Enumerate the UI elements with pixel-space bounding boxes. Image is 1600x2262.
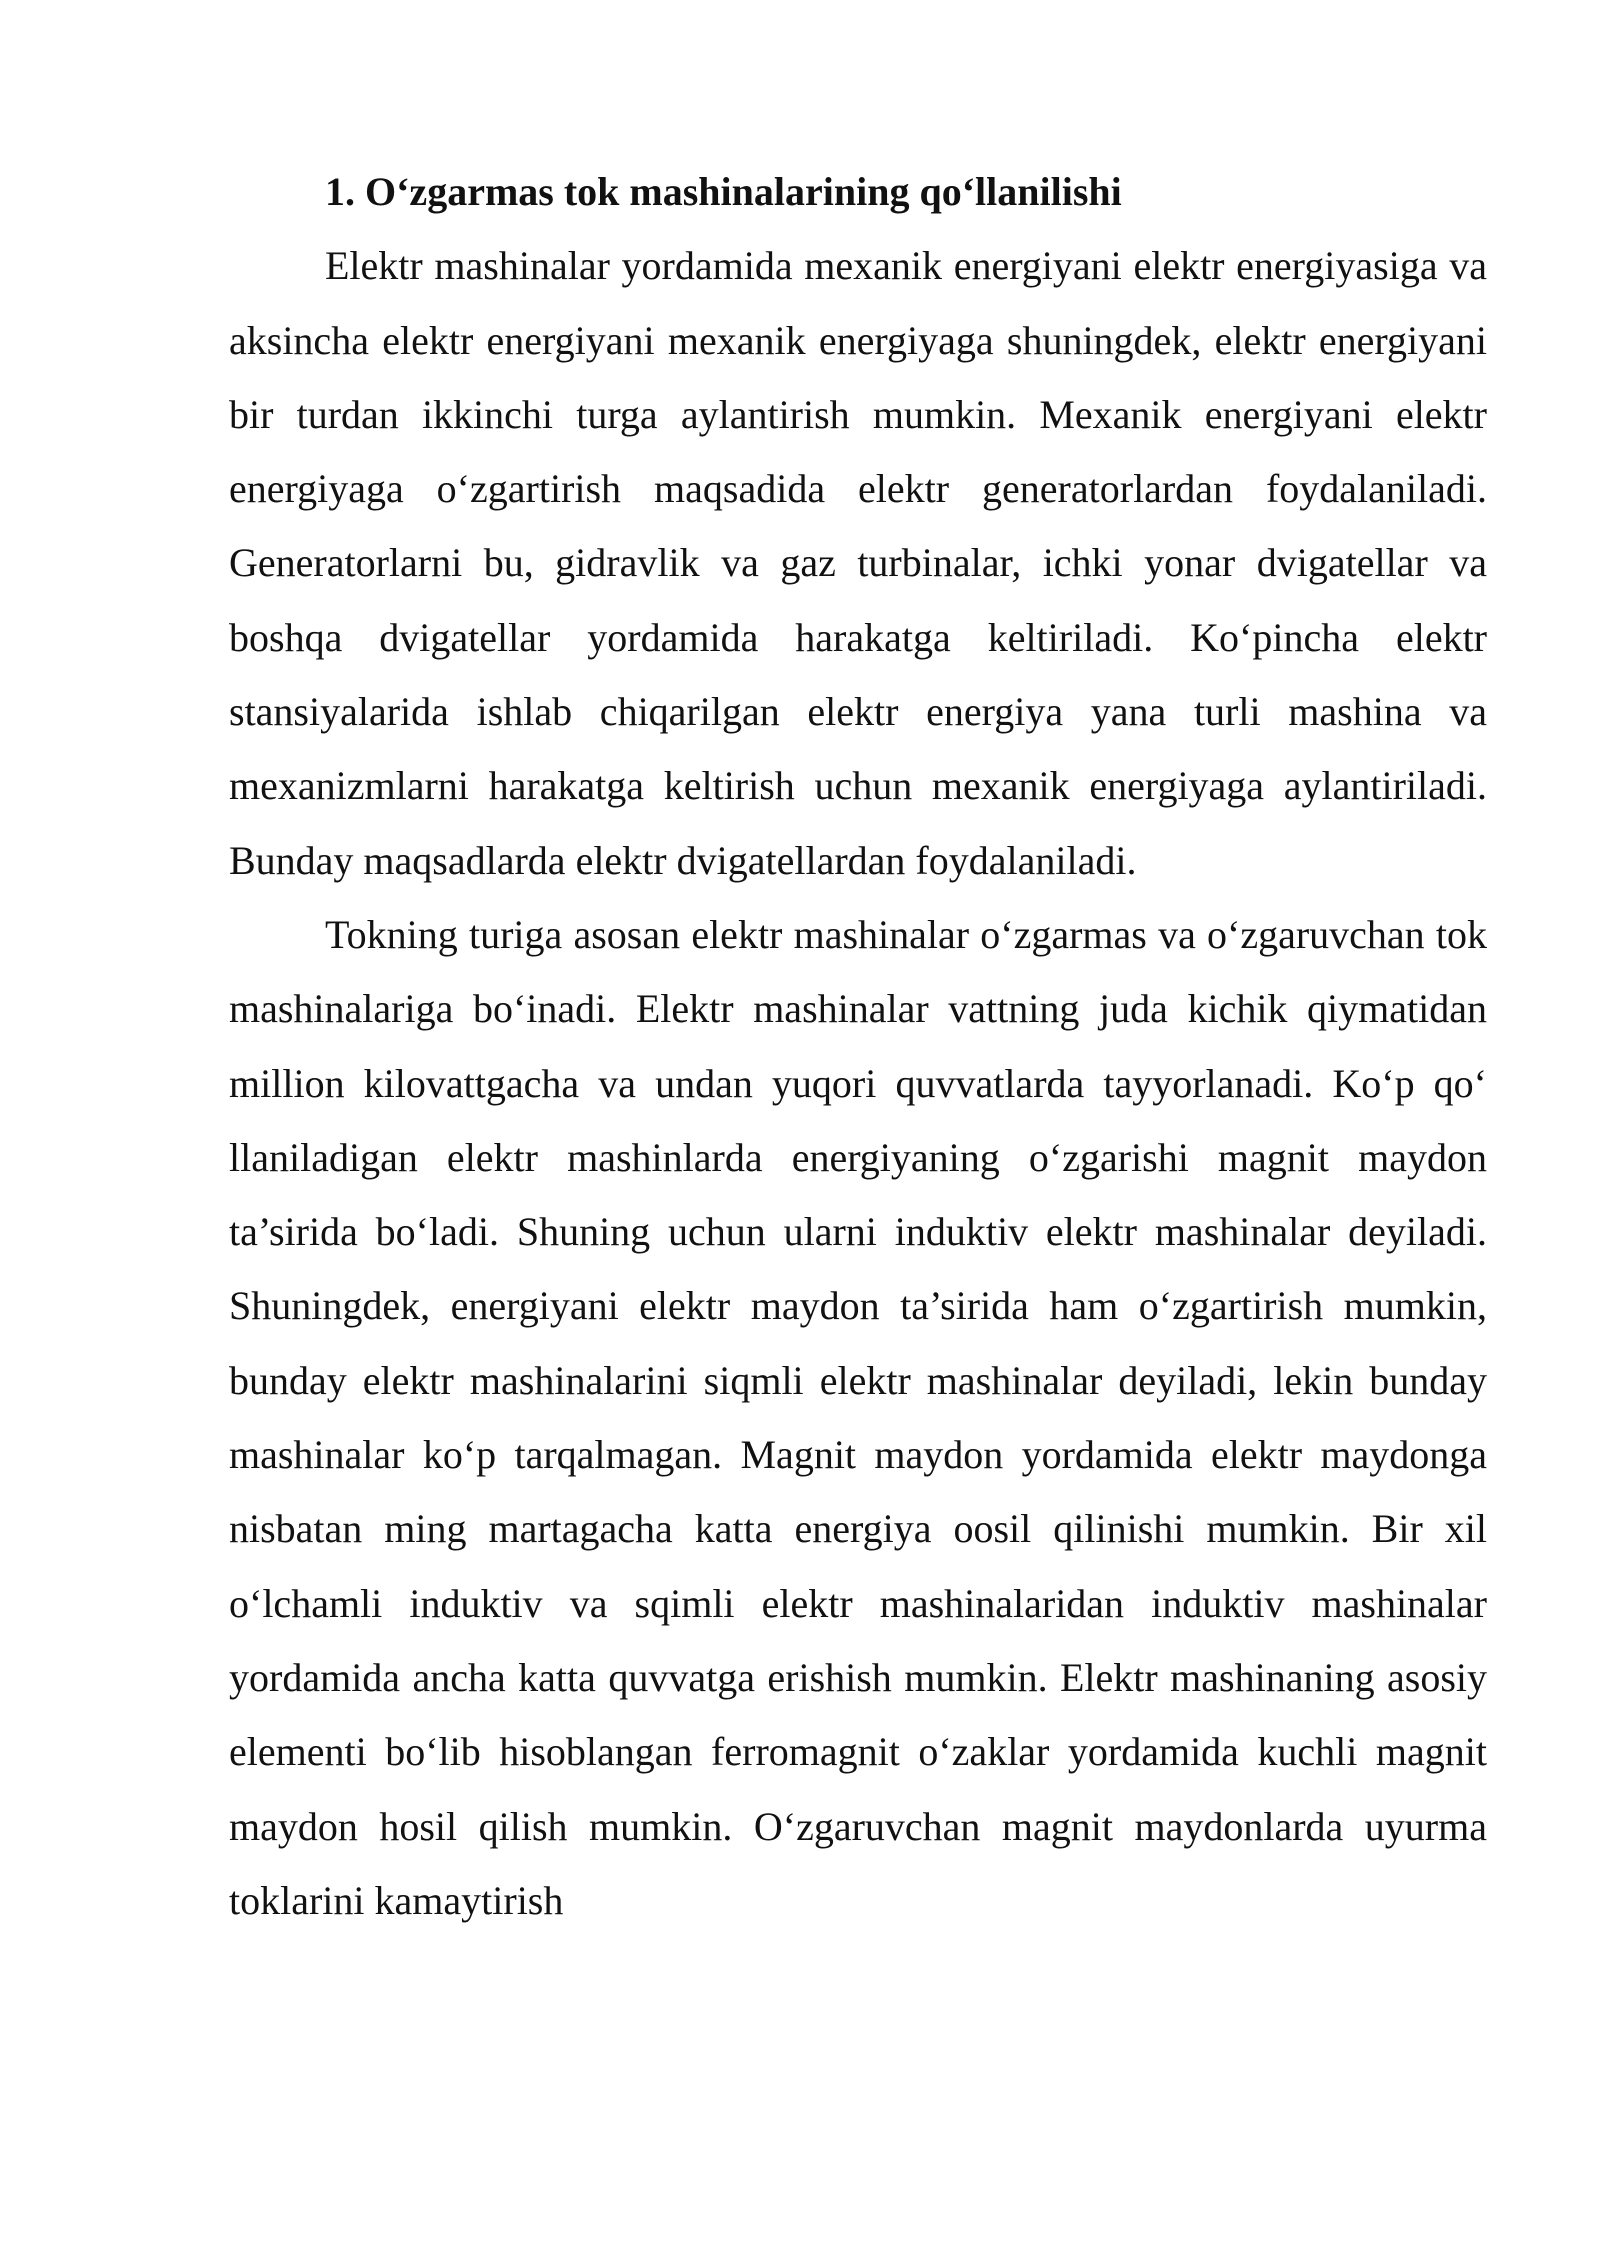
document-body <box>229 155 1487 1938</box>
paragraph-2: Tokning turiga asosan elektr mashinalar o‘zgarmas va o‘zgaruvchan tok mashinalariga bo‘inadi. Elektr mashinalar vattning juda kichik qiymatidan million kilovattgacha va undan yuqori quvvatlarda tayyorlanadi. Ko‘p qo‘ llaniladigan elektr mashinlarda energiyaning o‘zgarishi magnit maydon ta’sirida bo‘ladi. Shuning uchun ularni induktiv elektr mashinalar deyiladi. Shuningdek, energiyani elektr maydon ta’sirida ham o‘zgartirish mumkin, bunday elektr mashinalarini siqmli elektr mashinalar deyiladi, lekin bunday mashinalar ko‘p tarqalmagan. Magnit maydon yordamida elektr maydonga nisbatan ming martagacha katta energiya oosil qilinishi mumkin. Bir xil o‘lchamli induktiv va sqimli elektr mashinalaridan induktiv mashinalar yordamida ancha katta quvvatga erishish mumkin. Elektr mashinaning asosiy elementi bo‘lib hisoblangan ferromagnit o‘zaklar yordamida kuchli magnit maydon hosil qilish mumkin. O‘zgaruvchan magnit maydonlarda uyurma toklarini kamaytirish <box>229 911 1487 1923</box>
section-heading: 1. O‘zgarmas tok mashinalarining qo‘llanilishi <box>325 169 1122 214</box>
paragraph-1: Elektr mashinalar yordamida mexanik energiyani elektr energiyasiga va aksincha elektr energiyani mexanik energiyaga shuningdek, elektr energiyani bir turdan ikkinchi turga aylantirish mumkin. Mexanik energiyani elektr energiyaga o‘zgartirish maqsadida elektr generatorlardan foydalaniladi. Generatorlarni bu, gidravlik va gaz turbinalar, ichki yonar dvigatellar va boshqa dvigatellar yordamida harakatga keltiriladi. Ko‘pincha elektr stansiyalarida ishlab chiqarilgan elektr energiya yana turli mashina va mexanizmlarni harakatga keltirish uchun mexanik energiyaga aylantiriladi. Bunday maqsadlarda elektr dvigatellardan foydalaniladi. <box>229 243 1487 883</box>
